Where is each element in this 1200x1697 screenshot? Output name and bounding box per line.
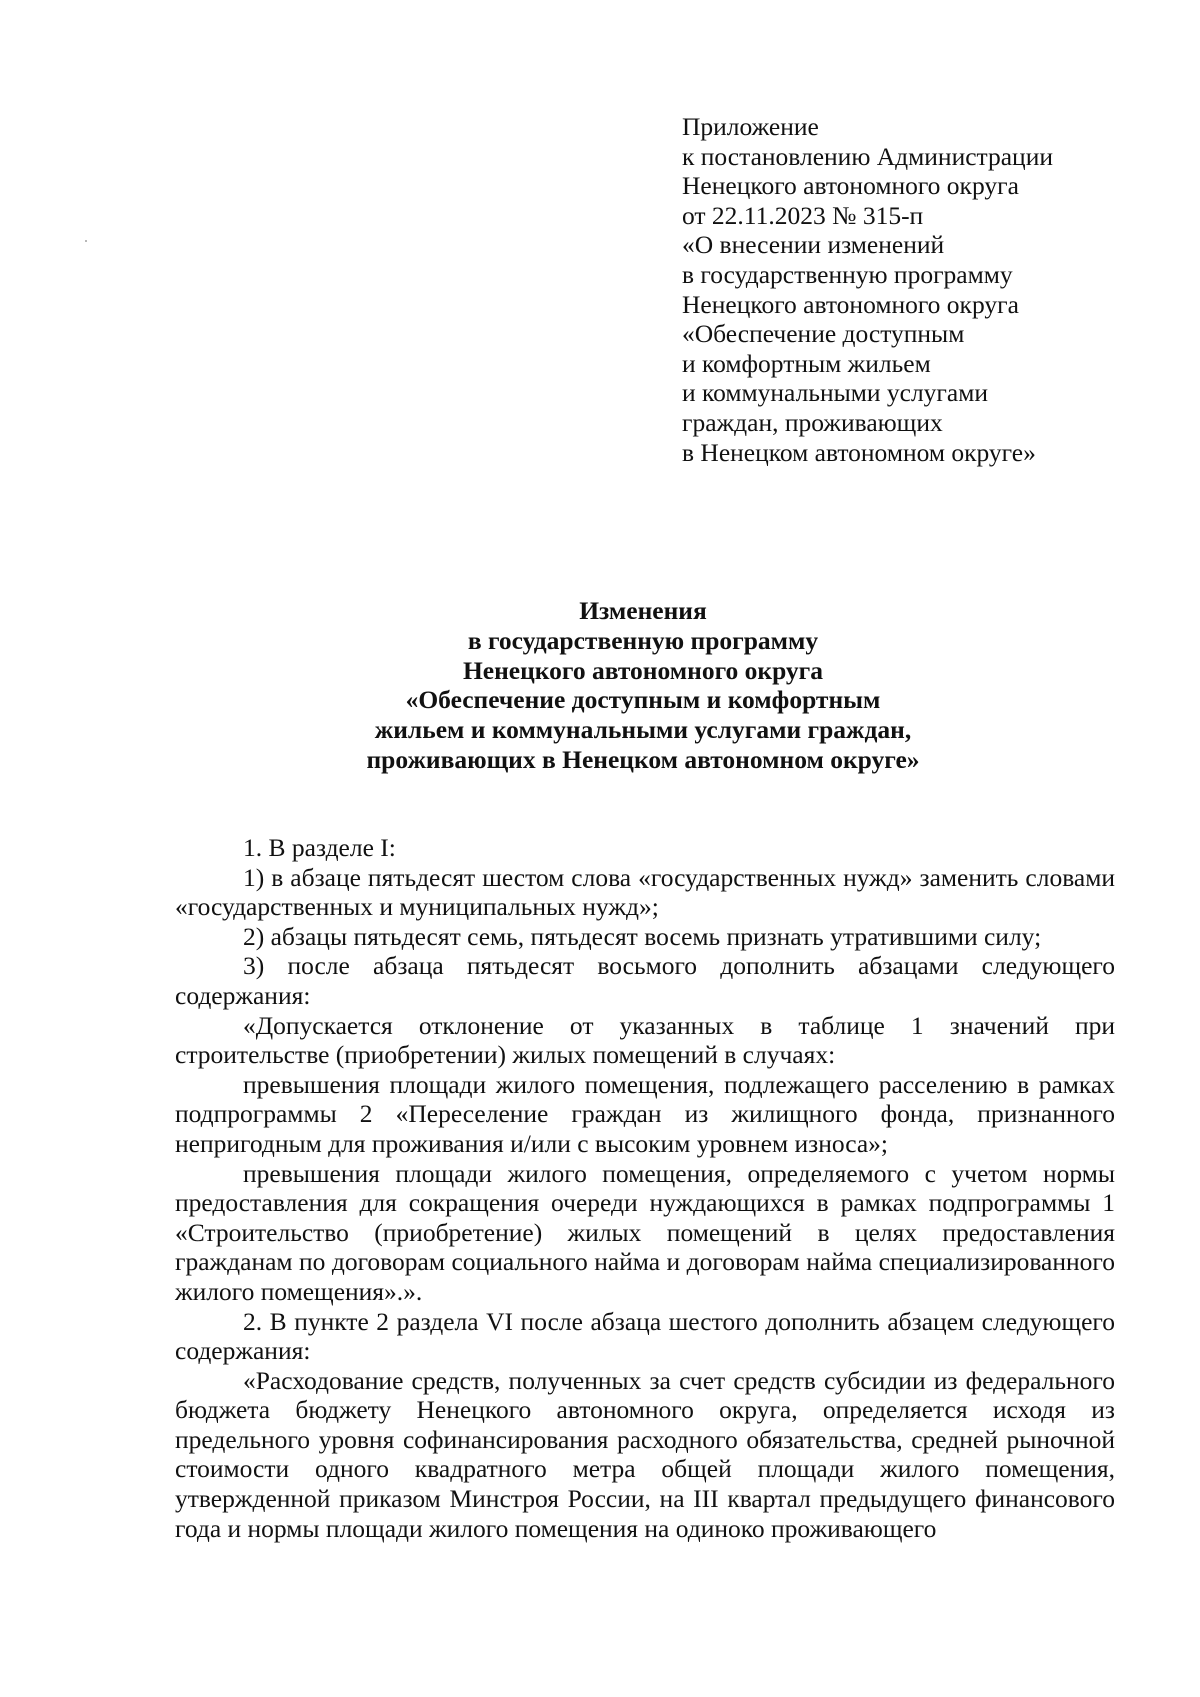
body-paragraph: 1. В разделе I: <box>243 833 396 862</box>
annex-line: Приложение <box>682 112 819 141</box>
annex-line: от 22.11.2023 № 315-п <box>682 200 924 230</box>
body-paragraph: 1) в абзаце пятьдесят шестом слова «государственных нужд» заменить словами «государственных и муниципальных нужд»; <box>175 862 1115 922</box>
annex-line: в Ненецком автономном округе» <box>682 437 1036 467</box>
title-line: в государственную программу <box>467 625 819 655</box>
annex-header <box>682 112 1142 467</box>
annex-line: и коммунальными услугами <box>682 378 988 408</box>
document-title <box>160 596 1126 775</box>
body-paragraph: превышения площади жилого помещения, определяемого с учетом нормы предоставления для сокращения очереди нуждающихся в рамках подпрограммы 1 «Строительство (приобретение) жилых помещений в целях предоставления гражданам по договорам социального найма и договорам найма специализированного жилого помещения».». <box>175 1158 1115 1306</box>
title-line: проживающих в Ненецком автономном округе» <box>366 744 920 774</box>
body-paragraph: «Расходование средств, полученных за счет средств субсидии из федерального бюджета бюджету Ненецкого автономного округа, определяется исходя из предельного уровня софинансирования расходного обязательства, средней рыночной стоимости одного квадратного метра общей площади жилого помещения, утвержденной приказом Минстроя России, на III квартал предыдущего финансового года и нормы площади жилого помещения на одиноко проживающего <box>175 1365 1115 1543</box>
title-line: жильем и коммунальными услугами граждан, <box>374 715 912 745</box>
body-paragraph: превышения площади жилого помещения, подлежащего расселению в рамках подпрограммы 2 «Переселение граждан из жилищного фонда, признанного непригодным для проживания и/или с высоким уровнем износа»; <box>175 1069 1115 1158</box>
annex-line: и комфортным жильем <box>682 348 931 378</box>
body-paragraph: «Допускается отклонение от указанных в таблице 1 значений при строительстве (приобретении) жилых помещений в случаях: <box>175 1010 1115 1070</box>
body-paragraph: 3) после абзаца пятьдесят восьмого дополнить абзацами следующего содержания: <box>175 951 1115 1010</box>
body-paragraph: 2. В пункте 2 раздела VI после абзаца шестого дополнить абзацем следующего содержания: <box>175 1306 1115 1366</box>
title-line: «Обеспечение доступным и комфортным <box>405 685 881 715</box>
body-paragraph: 2) абзацы пятьдесят семь, пятьдесят восемь признать утратившими силу; <box>243 921 1042 951</box>
title-line: Изменения <box>579 596 707 625</box>
annex-line: «Обеспечение доступным <box>682 319 965 349</box>
annex-line: в государственную программу <box>682 259 1013 289</box>
scan-speck <box>85 240 87 242</box>
annex-line: Ненецкого автономного округа <box>682 289 1019 319</box>
title-line: Ненецкого автономного округа <box>462 655 824 685</box>
annex-line: к постановлению Администрации <box>682 141 1053 171</box>
annex-line: «О внесении изменений <box>682 230 945 260</box>
annex-line: Ненецкого автономного округа <box>682 171 1019 201</box>
document-body <box>175 833 1115 1543</box>
annex-line: граждан, проживающих <box>682 407 943 437</box>
